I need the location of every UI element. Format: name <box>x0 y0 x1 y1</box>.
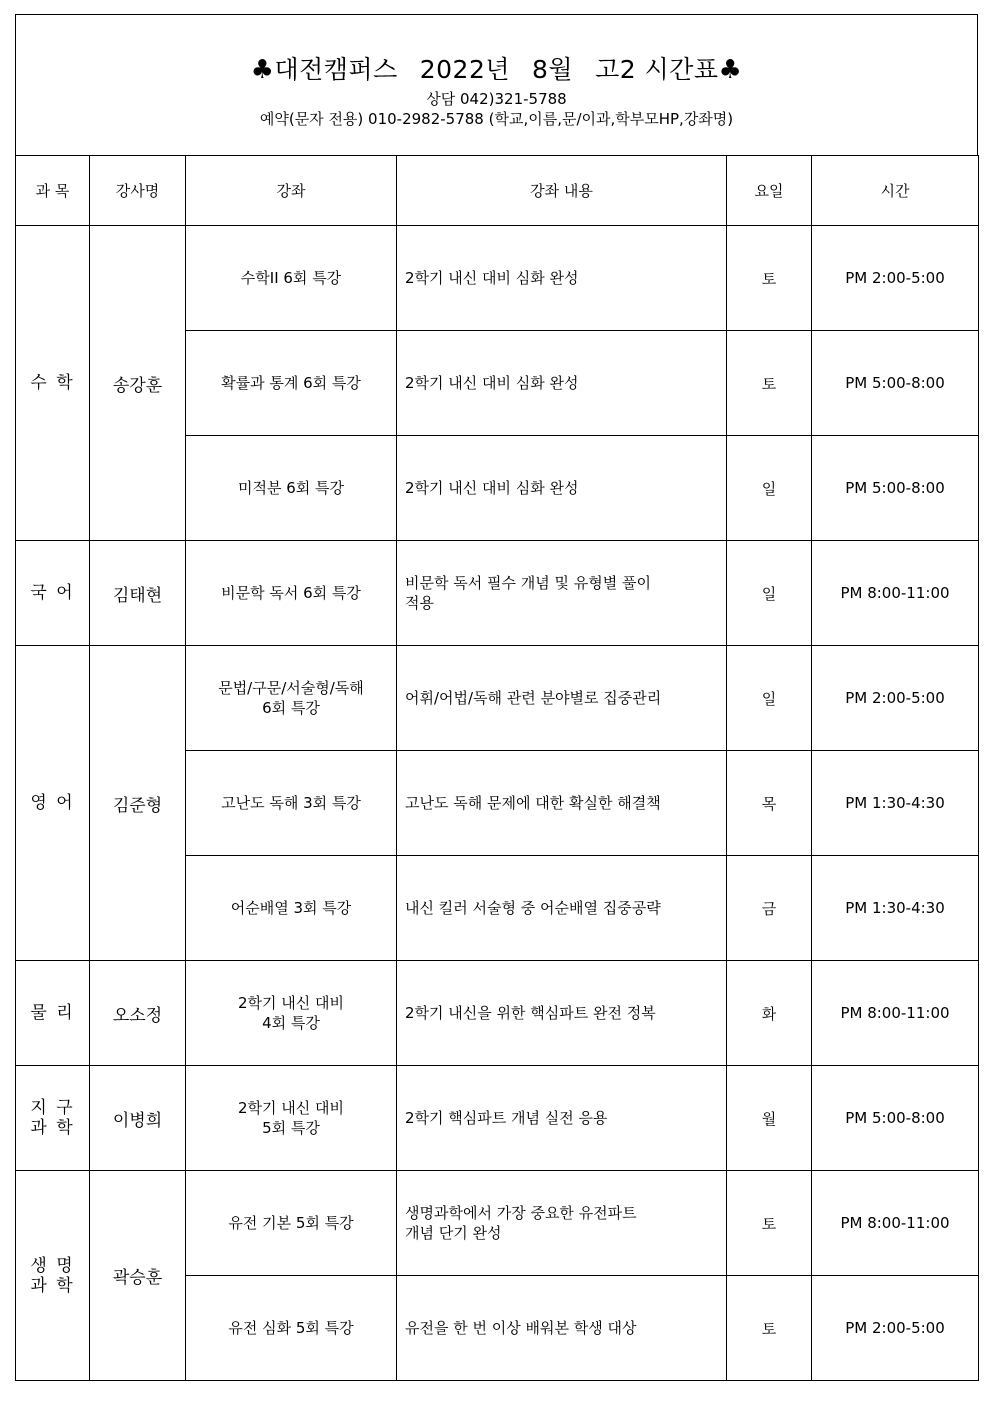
content-cell <box>397 751 727 856</box>
cell-line: 생 명 <box>30 1255 75 1276</box>
time-cell: PM 5:00-8:00 <box>812 1066 979 1171</box>
time-cell: PM 5:00-8:00 <box>812 331 979 436</box>
subject-cell <box>16 1171 90 1381</box>
cell-line: 2학기 내신을 위한 핵심파트 완전 정복 <box>405 1004 656 1022</box>
page-title <box>16 55 977 85</box>
content-cell <box>397 961 727 1066</box>
lecture-cell <box>186 751 397 856</box>
table-row <box>16 541 979 646</box>
club-symbol-right: ♣ <box>718 55 743 85</box>
cell-line: 생명과학에서 가장 중요한 유전파트 <box>405 1204 637 1222</box>
cell-line: 2학기 핵심파트 개념 실전 응용 <box>405 1109 608 1127</box>
cell-line: 고난도 독해 문제에 대한 확실한 해결책 <box>405 794 661 812</box>
time-cell: PM 8:00-11:00 <box>812 1171 979 1276</box>
cell-line: 2학기 내신 대비 심화 완성 <box>405 374 579 392</box>
title-year: 2022년 <box>419 55 511 84</box>
content-cell <box>397 1066 727 1171</box>
lecture-cell <box>186 1066 397 1171</box>
time-cell: PM 2:00-5:00 <box>812 646 979 751</box>
table-row <box>16 1066 979 1171</box>
subject-cell <box>16 961 90 1066</box>
cell-line: 내신 킬러 서술형 중 어순배열 집중공략 <box>405 899 661 917</box>
day-cell: 토 <box>727 226 812 331</box>
cell-line: 2학기 내신 대비 <box>237 994 345 1012</box>
table-row <box>16 646 979 751</box>
subject-cell <box>16 541 90 646</box>
cell-line: 어휘/어법/독해 관련 분야별로 집중관리 <box>405 689 662 707</box>
time-cell: PM 1:30-4:30 <box>812 751 979 856</box>
day-cell: 토 <box>727 331 812 436</box>
table-row <box>16 1171 979 1276</box>
table-body <box>16 226 979 1381</box>
consult-phone: 상담 042)321-5788 <box>426 90 567 108</box>
day-cell: 일 <box>727 541 812 646</box>
content-cell <box>397 856 727 961</box>
timetable-sheet <box>15 14 978 1381</box>
day-cell: 화 <box>727 961 812 1066</box>
content-cell <box>397 436 727 541</box>
column-header: 요일 <box>727 156 812 226</box>
column-header: 과 목 <box>16 156 90 226</box>
table-header-row <box>16 156 979 226</box>
lecture-cell <box>186 541 397 646</box>
cell-line: 비문학 독서 필수 개념 및 유형별 풀이 <box>405 574 651 592</box>
cell-line: 확률과 통계 6회 특강 <box>221 374 361 392</box>
day-cell: 금 <box>727 856 812 961</box>
cell-line: 6회 특강 <box>262 699 320 717</box>
subject-cell <box>16 1066 90 1171</box>
cell-line: 문법/구문/서술형/독해 <box>218 679 364 697</box>
instructor-cell: 오소정 <box>90 961 186 1066</box>
day-cell: 일 <box>727 646 812 751</box>
time-cell: PM 1:30-4:30 <box>812 856 979 961</box>
content-cell <box>397 646 727 751</box>
instructor-cell: 곽승훈 <box>90 1171 186 1381</box>
cell-line: 2학기 내신 대비 심화 완성 <box>405 269 579 287</box>
lecture-cell <box>186 961 397 1066</box>
lecture-cell <box>186 436 397 541</box>
day-cell: 일 <box>727 436 812 541</box>
table-row <box>16 961 979 1066</box>
subject-cell <box>16 226 90 541</box>
title-grade: 고2 시간표 <box>595 55 719 84</box>
cell-line: 적용 <box>405 594 434 612</box>
day-cell: 월 <box>727 1066 812 1171</box>
cell-line: 5회 특강 <box>262 1119 320 1137</box>
time-cell: PM 8:00-11:00 <box>812 961 979 1066</box>
instructor-cell: 김태현 <box>90 541 186 646</box>
title-month: 8월 <box>532 55 574 84</box>
column-header: 강좌 <box>186 156 397 226</box>
column-header: 강좌 내용 <box>397 156 727 226</box>
cell-line: 과 학 <box>30 1118 75 1138</box>
lecture-cell <box>186 1171 397 1276</box>
cell-line: 유전 심화 5회 특강 <box>228 1319 354 1337</box>
lecture-cell <box>186 1276 397 1381</box>
cell-line: 어순배열 3회 특강 <box>230 899 352 917</box>
instructor-cell: 송강훈 <box>90 226 186 541</box>
cell-line: 유전을 한 번 이상 배워본 학생 대상 <box>405 1319 637 1337</box>
cell-line: 개념 단기 완성 <box>405 1224 502 1242</box>
cell-line: 과 학 <box>30 1275 75 1296</box>
time-cell: PM 2:00-5:00 <box>812 1276 979 1381</box>
content-cell <box>397 1171 727 1276</box>
content-cell <box>397 331 727 436</box>
reservation-info: 예약(문자 전용) 010-2982-5788 (학교,이름,문/이과,학부모HP,강좌명) <box>259 110 734 128</box>
timetable <box>15 155 979 1381</box>
cell-line: 고난도 독해 3회 특강 <box>221 794 361 812</box>
cell-line: 물 리 <box>30 1003 75 1023</box>
cell-line: 영 어 <box>30 793 75 813</box>
day-cell: 토 <box>727 1171 812 1276</box>
time-cell: PM 5:00-8:00 <box>812 436 979 541</box>
lecture-cell <box>186 646 397 751</box>
cell-line: 4회 특강 <box>262 1014 320 1032</box>
cell-line: 수학II 6회 특강 <box>240 269 342 287</box>
club-symbol-left: ♣ <box>250 55 275 85</box>
cell-line: 2학기 내신 대비 <box>237 1099 345 1117</box>
cell-line: 수 학 <box>30 373 75 393</box>
subject-cell <box>16 646 90 961</box>
table-row <box>16 226 979 331</box>
cell-line: 유전 기본 5회 특강 <box>228 1214 354 1232</box>
cell-line: 미적분 6회 특강 <box>237 479 345 497</box>
cell-line: 지 구 <box>30 1098 75 1118</box>
lecture-cell <box>186 226 397 331</box>
content-cell <box>397 541 727 646</box>
time-cell: PM 2:00-5:00 <box>812 226 979 331</box>
day-cell: 목 <box>727 751 812 856</box>
day-cell: 토 <box>727 1276 812 1381</box>
instructor-cell: 이병희 <box>90 1066 186 1171</box>
column-header: 강사명 <box>90 156 186 226</box>
timetable-header <box>15 14 978 155</box>
time-cell: PM 8:00-11:00 <box>812 541 979 646</box>
content-cell <box>397 226 727 331</box>
instructor-cell: 김준형 <box>90 646 186 961</box>
content-cell <box>397 1276 727 1381</box>
lecture-cell <box>186 856 397 961</box>
column-header: 시간 <box>812 156 979 226</box>
lecture-cell <box>186 331 397 436</box>
cell-line: 2학기 내신 대비 심화 완성 <box>405 479 579 497</box>
cell-line: 비문학 독서 6회 특강 <box>221 584 361 602</box>
cell-line: 국 어 <box>30 583 75 603</box>
campus-name: 대전캠퍼스 <box>274 55 398 84</box>
